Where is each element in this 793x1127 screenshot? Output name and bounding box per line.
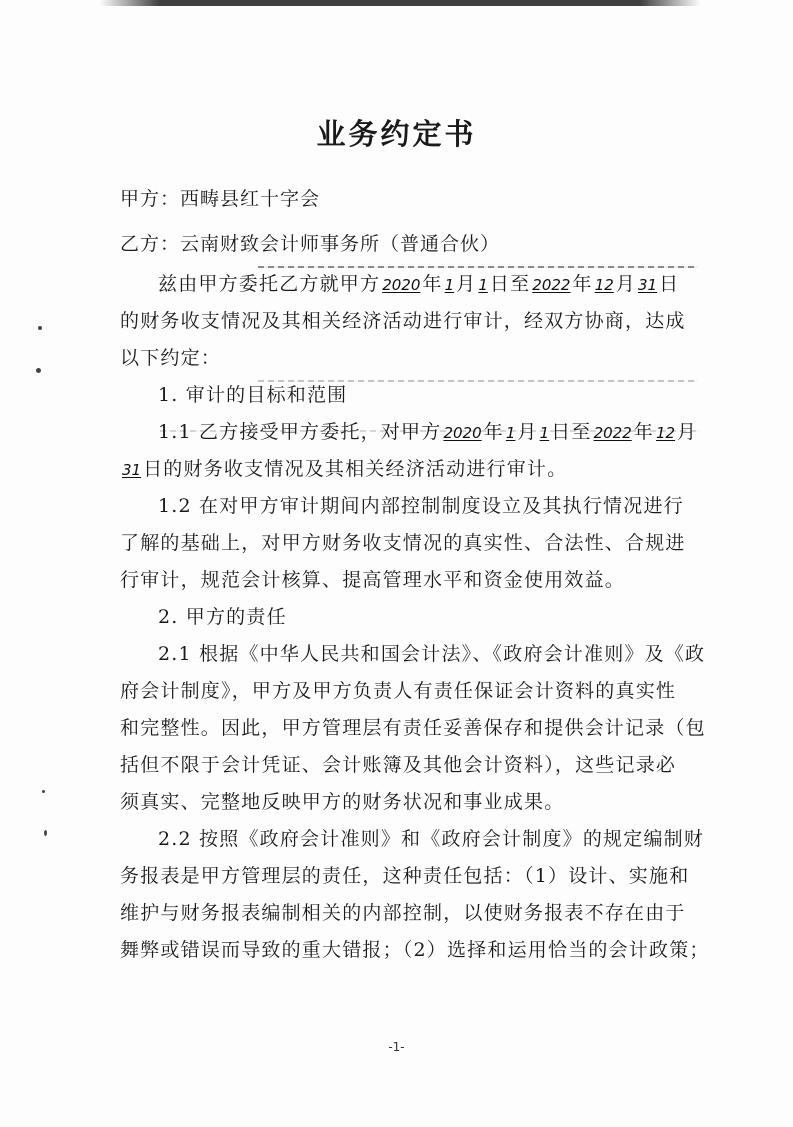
clause-2-1-line: 府会计制度》，甲方及甲方负责人有责任保证会计资料的真实性 (120, 680, 677, 702)
handwritten-year: 2022 (532, 276, 571, 294)
intro-line-2: 的财务收支情况及其相关经济活动进行审计，经双方协商，达成 (120, 310, 686, 332)
clause-2-2-line: 务报表是甲方管理层的责任，这种责任包括：（1）设计、实施和 (120, 865, 690, 887)
scan-speck (38, 326, 42, 330)
page-number: -1- (388, 1040, 405, 1054)
section-1-heading: 1. 审计的目标和范围 (158, 384, 348, 406)
handwritten-month: 1 (444, 276, 455, 294)
clause-2-2-line: 舞弊或错误而导致的重大错报；（2）选择和运用恰当的会计政策； (120, 939, 710, 961)
handwritten-day: 1 (539, 424, 550, 442)
scan-artifact-top (100, 0, 700, 6)
clause-2-1-line: 和完整性。因此，甲方管理层有责任妥善保存和提供会计记录（包 (120, 717, 706, 739)
clause-2-1-line: 括但不限于会计凭证、会计账簿及其他会计资料），这些记录必 (120, 754, 677, 776)
party-b: 乙方：云南财致会计师事务所（普通合伙） (120, 233, 501, 255)
handwritten-month: 1 (505, 424, 516, 442)
intro-line-3: 以下约定： (120, 347, 222, 369)
handwritten-day: 1 (478, 276, 488, 294)
clause-2-1-line: 2.1 根据《中华人民共和国会计法》、《政府会计准则》及《政 (158, 643, 706, 665)
handwritten-month: 12 (655, 424, 676, 442)
clause-2-2-line: 2.2 按照《政府会计准则》和《政府会计制度》的规定编制财 (158, 828, 705, 850)
handwritten-year: 2020 (382, 276, 421, 294)
scan-speck (44, 830, 47, 836)
scan-speck (36, 368, 41, 373)
clause-1-1-line-2: 31 日的财务收支情况及其相关经济活动进行审计。 (122, 458, 568, 480)
section-2-heading: 2. 甲方的责任 (158, 606, 287, 628)
handwritten-year: 2020 (443, 424, 482, 442)
agreement-body (120, 266, 710, 969)
intro-line-1: 兹由甲方委托乙方就甲方 2020 年 1 月 1 日至 2022 年 12 月 31 日 (158, 273, 680, 295)
clause-1-2-line: 行审计，规范会计核算、提高管理水平和资金使用效益。 (120, 569, 626, 591)
handwritten-day: 31 (637, 276, 658, 294)
scan-speck (42, 790, 45, 793)
handwritten-month: 12 (594, 276, 614, 294)
clause-2-1-line: 须真实、完整地反映甲方的财务状况和事业成果。 (120, 791, 565, 813)
handwritten-day: 31 (122, 461, 142, 479)
handwritten-year: 2022 (593, 424, 632, 442)
clause-2-2-line: 维护与财务报表编制相关的内部控制，以使财务报表不存在由于 (120, 902, 686, 924)
clause-1-2-line: 1.2 在对甲方审计期间内部控制制度设立及其执行情况进行 (158, 495, 684, 517)
document-title: 业务约定书 (316, 117, 477, 151)
clause-1-2-line: 了解的基础上，对甲方财务收支情况的真实性、合法性、合规进 (120, 532, 686, 554)
clause-1-1-line-1: 1.1 乙方接受甲方委托，对甲方 2020 年 1 月 1 日至 2022 年 12 月 (158, 421, 698, 443)
party-a: 甲方：西畴县红十字会 (120, 188, 321, 210)
